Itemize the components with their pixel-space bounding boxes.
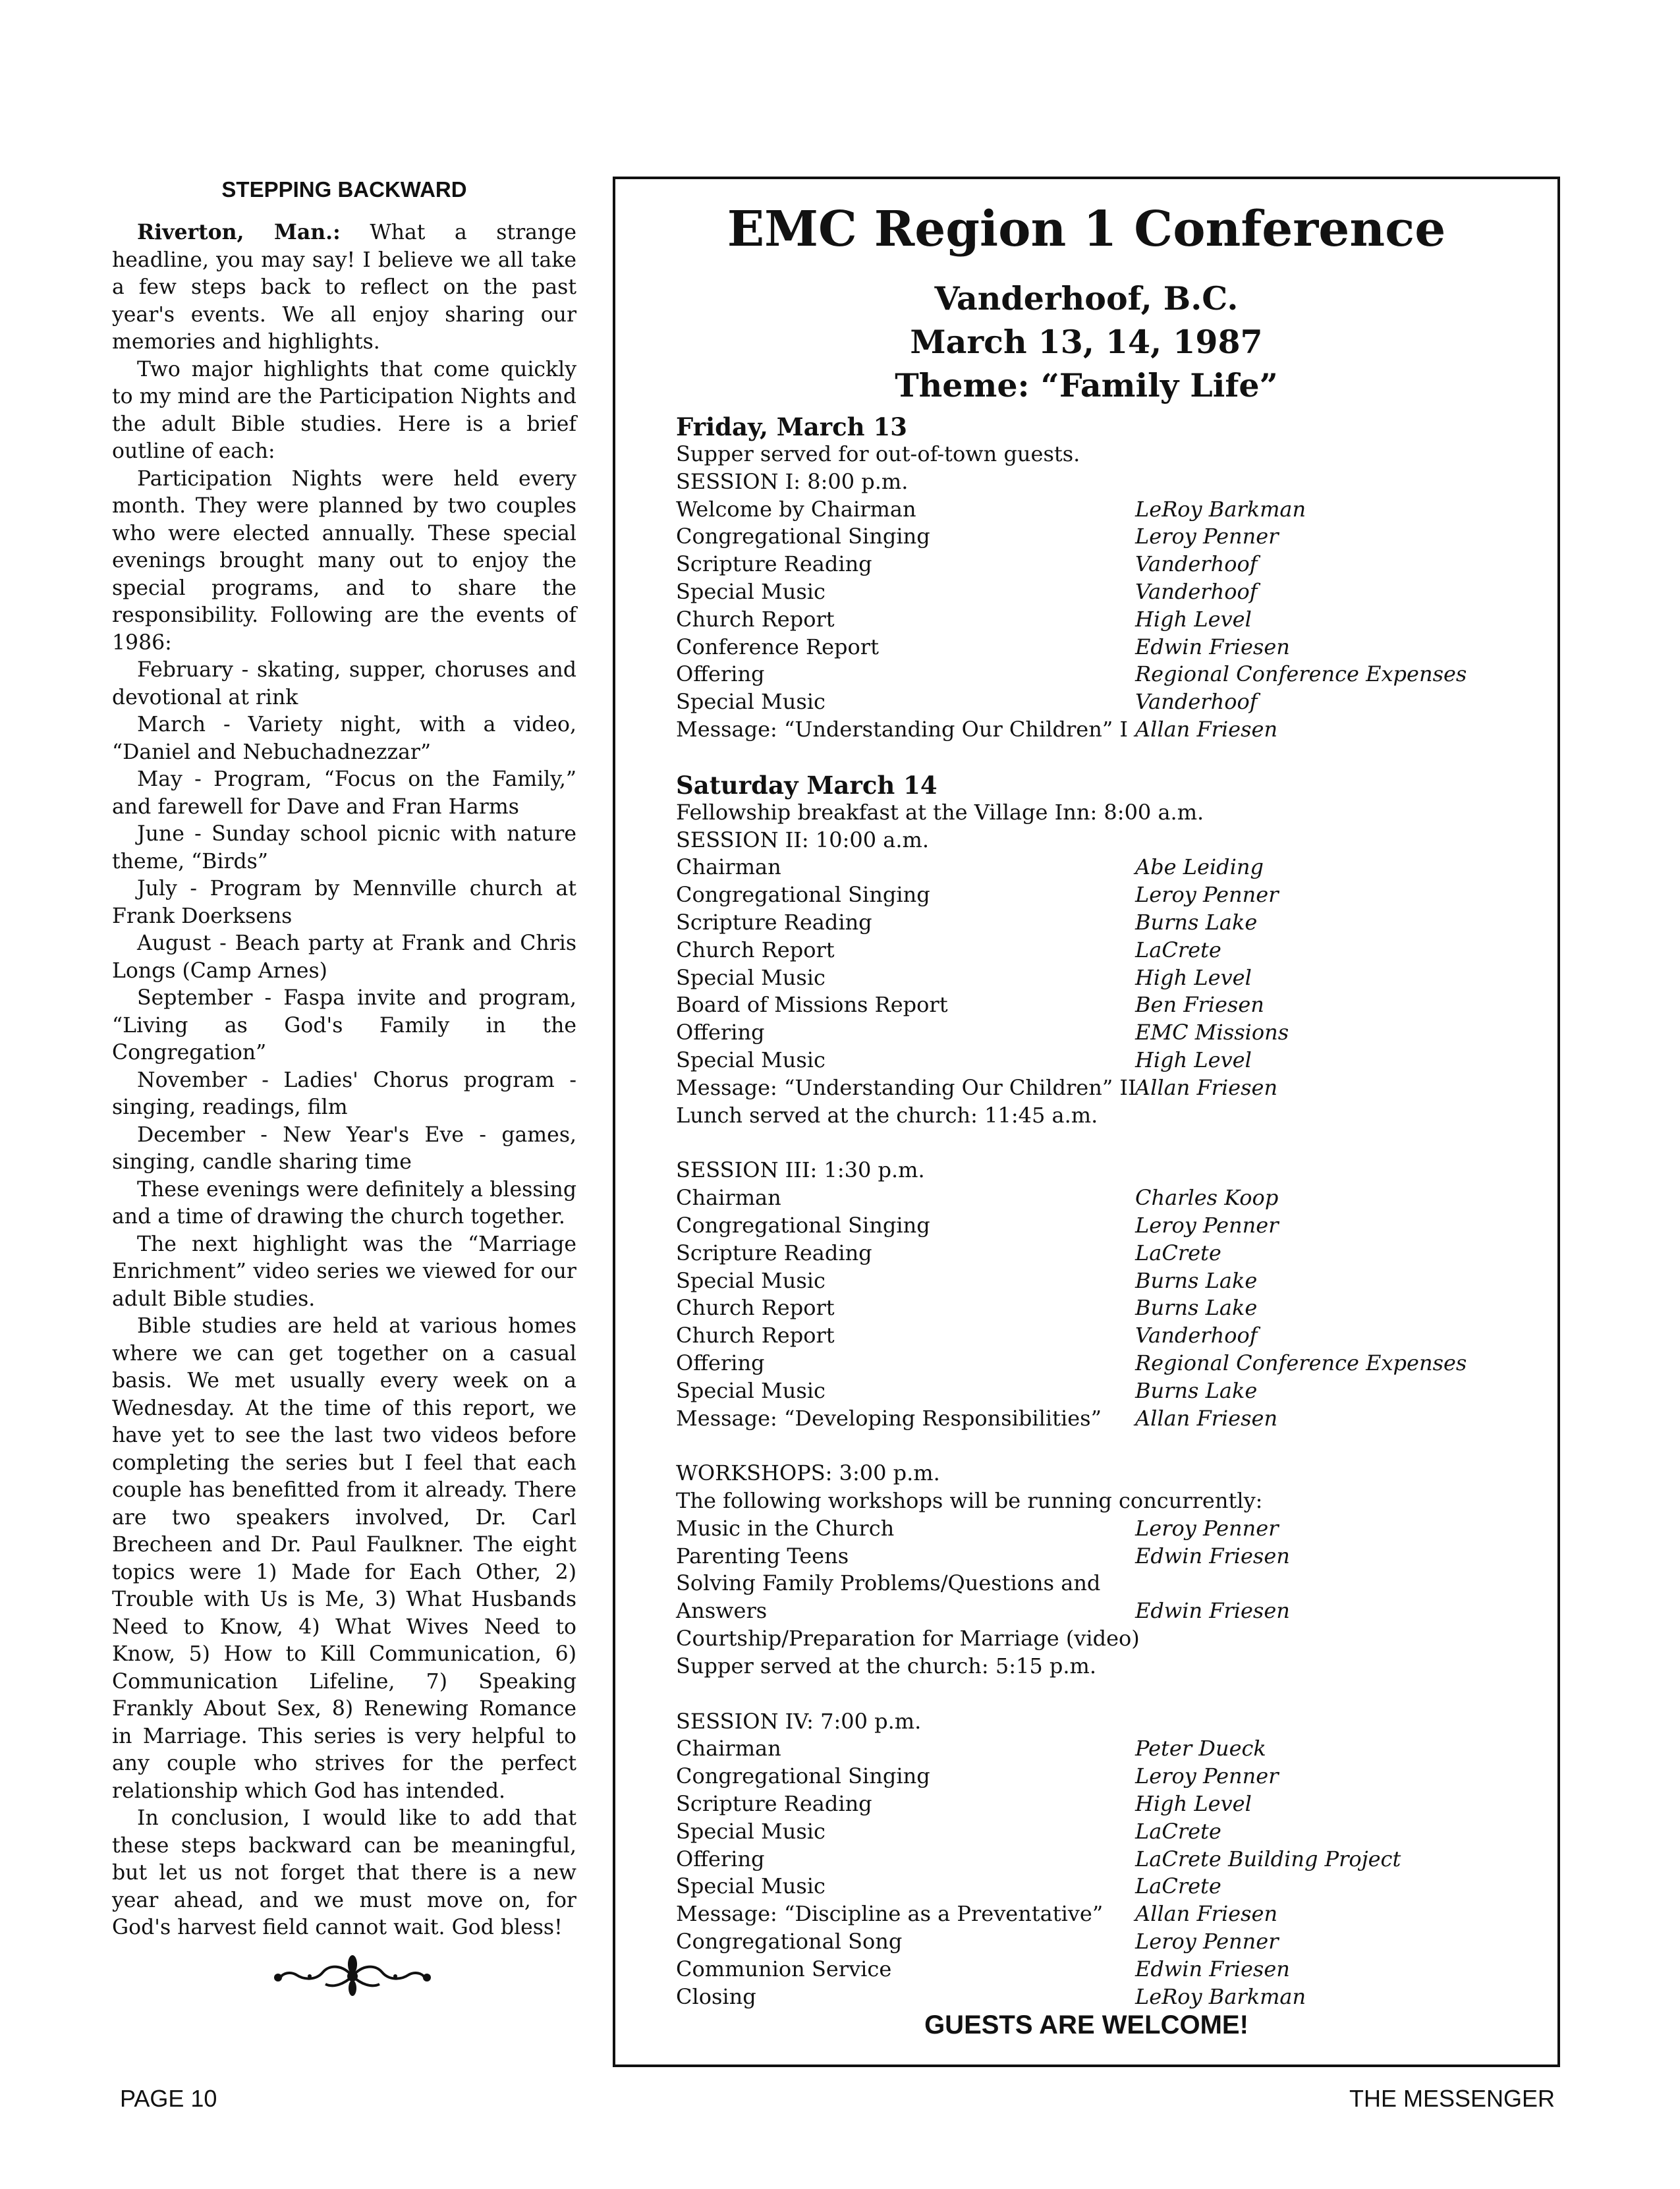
program-item: Scripture Reading <box>676 551 872 577</box>
program-leader: LaCrete <box>1135 1240 1221 1265</box>
program-leader: Edwin Friesen <box>1135 1598 1290 1624</box>
program-item: Offering <box>676 1020 765 1045</box>
session-header: SESSION III: 1:30 p.m. <box>676 1157 925 1183</box>
schedule-row <box>676 1818 1546 1846</box>
program-item: Special Music <box>676 578 826 604</box>
event-item: November - Ladies' Chorus program - singing, readings, film <box>112 1068 576 1119</box>
schedule-row <box>676 1570 1546 1597</box>
program-item: Courtship/Preparation for Marriage (video) <box>676 1626 1140 1651</box>
schedule-row <box>676 661 1546 688</box>
article-paragraph: Two major highlights that come quickly to my mind are the Participation Nights and the adult Bible studies. Here is a brief outline of each: <box>112 357 576 463</box>
scroll-ornament-icon <box>270 1950 435 2003</box>
article-dateline: Riverton, Man.: <box>137 220 341 244</box>
schedule-row <box>676 551 1546 578</box>
conference-schedule <box>676 413 1546 2010</box>
schedule-row <box>676 1900 1546 1928</box>
conference-theme: Theme: “Family Life” <box>895 366 1278 404</box>
program-item: Church Report <box>676 937 835 962</box>
page-number: PAGE 10 <box>120 2085 217 2112</box>
schedule-row <box>676 1625 1546 1653</box>
schedule-row <box>676 1350 1546 1377</box>
schedule-row <box>676 1377 1546 1405</box>
program-item: Special Music <box>676 1047 826 1072</box>
schedule-row <box>676 1047 1546 1074</box>
program-leader: Abe Leiding <box>1135 854 1264 880</box>
program-leader: Leroy Penner <box>1135 1929 1279 1954</box>
program-leader: Allan Friesen <box>1135 1074 1278 1100</box>
schedule-row <box>676 1405 1546 1433</box>
guests-welcome: GUESTS ARE WELCOME! <box>924 2010 1248 2039</box>
article-paragraph: In conclusion, I would like to add that these steps backward can be meaningful, but let us not forget that there is a new year ahead, and we must move on, for God's harvest field cannot wait. God bless! <box>112 1806 576 1939</box>
schedule-row <box>676 1956 1546 1983</box>
article-paragraph: These evenings were definitely a blessing and a time of drawing the church together. <box>112 1177 576 1229</box>
program-item: Scripture Reading <box>676 1240 872 1265</box>
schedule-note: Supper served at the church: 5:15 p.m. <box>676 1653 1097 1678</box>
event-item: June - Sunday school picnic with nature theme, “Birds” <box>112 822 576 873</box>
schedule-row <box>676 1019 1546 1047</box>
day-heading: Saturday March 14 <box>676 770 938 800</box>
program-leader: Leroy Penner <box>1135 882 1279 908</box>
conference-location: Vanderhoof, B.C. <box>934 279 1239 318</box>
program-leader: Burns Lake <box>1135 1267 1258 1293</box>
program-leader: LaCrete <box>1135 1873 1221 1899</box>
program-item: Chairman <box>676 854 781 880</box>
schedule-row <box>676 1790 1546 1818</box>
schedule-note: Fellowship breakfast at the Village Inn: 8:00 a.m. <box>676 799 1204 825</box>
program-leader: Ben Friesen <box>1135 992 1264 1018</box>
program-leader: Leroy Penner <box>1135 1515 1279 1541</box>
program-leader: Allan Friesen <box>1135 716 1278 742</box>
program-item: Solving Family Problems/Questions and <box>676 1570 1101 1596</box>
program-leader: Charles Koop <box>1135 1185 1279 1211</box>
session-items <box>676 496 1546 744</box>
program-item: Church Report <box>676 606 835 632</box>
program-item: Special Music <box>676 1267 826 1293</box>
schedule-row <box>676 1515 1546 1543</box>
conference-dates: March 13, 14, 1987 <box>910 323 1263 361</box>
schedule-row <box>676 606 1546 634</box>
schedule-row <box>676 1763 1546 1790</box>
schedule-note: The following workshops will be running concurrently: <box>676 1488 1263 1514</box>
schedule-row <box>676 854 1546 881</box>
session-header: SESSION I: 8:00 p.m. <box>676 468 909 494</box>
conference-title: EMC Region 1 Conference <box>727 201 1446 258</box>
schedule-row <box>676 1735 1546 1763</box>
schedule-row <box>676 496 1546 524</box>
program-leader: Vanderhoof <box>1135 1323 1258 1348</box>
event-item: May - Program, “Focus on the Family,” and farewell for Dave and Fran Harms <box>112 767 576 819</box>
article-paragraph: Riverton, Man.: What a strange headline, you may say! I believe we all take a few steps back to reflect on the past year's events. We all enjoy sharing our memories and highlights. <box>112 220 576 354</box>
program-item: Church Report <box>676 1295 835 1321</box>
program-item: Message: “Discipline as a Preventative” <box>676 1901 1104 1927</box>
conference-box <box>613 177 1560 2067</box>
schedule-row <box>676 909 1546 937</box>
program-item: Special Music <box>676 964 826 990</box>
program-item: Communion Service <box>676 1956 892 1981</box>
program-item: Congregational Song <box>676 1929 903 1954</box>
event-item: February - skating, supper, choruses and devotional at rink <box>112 658 576 709</box>
program-item: Board of Missions Report <box>676 992 948 1018</box>
program-leader: Edwin Friesen <box>1135 1956 1290 1981</box>
program-item: Message: “Understanding Our Children” I <box>676 716 1128 742</box>
event-item: December - New Year's Eve - games, singing, candle sharing time <box>112 1122 576 1174</box>
program-item: Offering <box>676 1350 765 1375</box>
program-item: Message: “Developing Responsibilities” <box>676 1405 1102 1431</box>
article-column <box>112 177 576 1942</box>
program-leader: Leroy Penner <box>1135 1212 1279 1238</box>
schedule-row <box>676 1184 1546 1212</box>
program-leader: LaCrete <box>1135 1818 1221 1844</box>
program-leader: LeRoy Barkman <box>1135 496 1306 522</box>
schedule-row <box>676 716 1546 744</box>
program-item: Closing <box>676 1983 756 2009</box>
program-item: Answers <box>676 1598 768 1624</box>
program-leader: LaCrete Building Project <box>1135 1846 1401 1871</box>
session-items <box>676 1735 1546 2010</box>
schedule-row <box>676 991 1546 1019</box>
schedule-row <box>676 1873 1546 1900</box>
session-items <box>676 1184 1546 1432</box>
program-item: Scripture Reading <box>676 909 872 935</box>
session-header: SESSION IV: 7:00 p.m. <box>676 1708 922 1734</box>
schedule-row <box>676 1240 1546 1267</box>
program-leader: High Level <box>1135 606 1252 632</box>
program-leader: Allan Friesen <box>1135 1901 1278 1927</box>
program-leader: Regional Conference Expenses <box>1135 1350 1467 1375</box>
schedule-row <box>676 688 1546 716</box>
program-item: Special Music <box>676 1873 826 1899</box>
program-item: Welcome by Chairman <box>676 496 916 522</box>
program-item: Chairman <box>676 1736 781 1761</box>
session-items <box>676 1515 1546 1653</box>
schedule-row <box>676 1294 1546 1322</box>
schedule-row <box>676 1928 1546 1956</box>
program-item: Offering <box>676 661 765 687</box>
program-item: Scripture Reading <box>676 1791 872 1817</box>
schedule-row <box>676 937 1546 964</box>
program-leader: Peter Dueck <box>1135 1736 1266 1761</box>
program-item: Special Music <box>676 1818 826 1844</box>
article-paragraph: The next highlight was the “Marriage Enrichment” video series we viewed for our adult Bible studies. <box>112 1232 576 1311</box>
program-leader: High Level <box>1135 964 1252 990</box>
program-leader: High Level <box>1135 1047 1252 1072</box>
program-leader: Vanderhoof <box>1135 689 1258 715</box>
schedule-row <box>676 1212 1546 1240</box>
schedule-row <box>676 523 1546 551</box>
schedule-row <box>676 881 1546 909</box>
article-paragraph: Bible studies are held at various homes where we can get together on a casual basis. We met usually every week on a Wednesday. At the time of this report, we have yet to see the last two videos before completing the series but I feel that each couple has benefitted from it already. There are two speakers involved, Dr. Carl Brecheen and Dr. Paul Faulkner. The eight topics were 1) Made for Each Other, 2) Trouble with Us is Me, 3) What Husbands Need to Know, 4) What Wives Need to Know, 5) How to Kill Communication, 6) Communication Lifeline, 7) Speaking Frankly About Sex, 8) Renewing Romance in Marriage. This series is very helpful to any couple who strives for the perfect relationship which God has intended. <box>112 1314 576 1803</box>
program-leader: High Level <box>1135 1791 1252 1817</box>
article-heading: STEPPING BACKWARD <box>221 177 467 202</box>
program-leader: EMC Missions <box>1135 1020 1289 1045</box>
program-item: Church Report <box>676 1323 835 1348</box>
schedule-row <box>676 1846 1546 1873</box>
program-leader: LaCrete <box>1135 937 1221 962</box>
session-items <box>676 854 1546 1101</box>
program-leader: LeRoy Barkman <box>1135 1983 1306 2009</box>
program-item: Special Music <box>676 1377 826 1403</box>
schedule-note: Lunch served at the church: 11:45 a.m. <box>676 1102 1098 1128</box>
session-header: WORKSHOPS: 3:00 p.m. <box>676 1460 940 1486</box>
program-item: Conference Report <box>676 634 879 659</box>
program-leader: Leroy Penner <box>1135 524 1279 549</box>
program-leader: Burns Lake <box>1135 1377 1258 1403</box>
event-item: August - Beach party at Frank and Chris Longs (Camp Arnes) <box>112 931 576 983</box>
program-item: Congregational Singing <box>676 524 930 549</box>
program-leader: Burns Lake <box>1135 1295 1258 1321</box>
schedule-row <box>676 964 1546 992</box>
publication-name: THE MESSENGER <box>1349 2085 1555 2112</box>
program-item: Offering <box>676 1846 765 1871</box>
program-item: Chairman <box>676 1185 781 1211</box>
schedule-row <box>676 1322 1546 1350</box>
program-leader: Edwin Friesen <box>1135 1543 1290 1568</box>
program-leader: Regional Conference Expenses <box>1135 661 1467 687</box>
schedule-note: Supper served for out-of-town guests. <box>676 441 1080 466</box>
session-header: SESSION II: 10:00 a.m. <box>676 827 929 852</box>
program-leader: Allan Friesen <box>1135 1405 1278 1431</box>
program-item: Message: “Understanding Our Children” II <box>676 1074 1136 1100</box>
program-leader: Edwin Friesen <box>1135 634 1290 659</box>
schedule-row <box>676 634 1546 661</box>
schedule-row <box>676 1543 1546 1570</box>
article-paragraph: Participation Nights were held every month. They were planned by two couples who were elected annually. These special evenings brought many out to enjoy the special programs, and to share the responsibility. Following are the events of 1986: <box>112 466 576 655</box>
event-item: March - Variety night, with a video, “Daniel and Nebuchadnezzar” <box>112 713 576 764</box>
schedule-row <box>676 1597 1546 1625</box>
program-leader: Vanderhoof <box>1135 551 1258 577</box>
program-item: Parenting Teens <box>676 1543 849 1568</box>
program-leader: Leroy Penner <box>1135 1763 1279 1789</box>
schedule-row <box>676 1074 1546 1102</box>
event-item: July - Program by Mennville church at Frank Doerksens <box>112 877 576 928</box>
program-item: Congregational Singing <box>676 1212 930 1238</box>
schedule-row <box>676 1983 1546 2011</box>
schedule-row <box>676 1267 1546 1295</box>
program-item: Music in the Church <box>676 1515 895 1541</box>
event-item: September - Faspa invite and program, “Living as God's Family in the Congregation” <box>112 986 576 1065</box>
program-leader: Vanderhoof <box>1135 578 1258 604</box>
program-item: Congregational Singing <box>676 1763 930 1789</box>
program-leader: Burns Lake <box>1135 909 1258 935</box>
program-item: Congregational Singing <box>676 882 930 908</box>
schedule-row <box>676 578 1546 606</box>
conference-subtitle <box>615 277 1557 407</box>
program-item: Special Music <box>676 689 826 715</box>
day-heading: Friday, March 13 <box>676 412 907 441</box>
